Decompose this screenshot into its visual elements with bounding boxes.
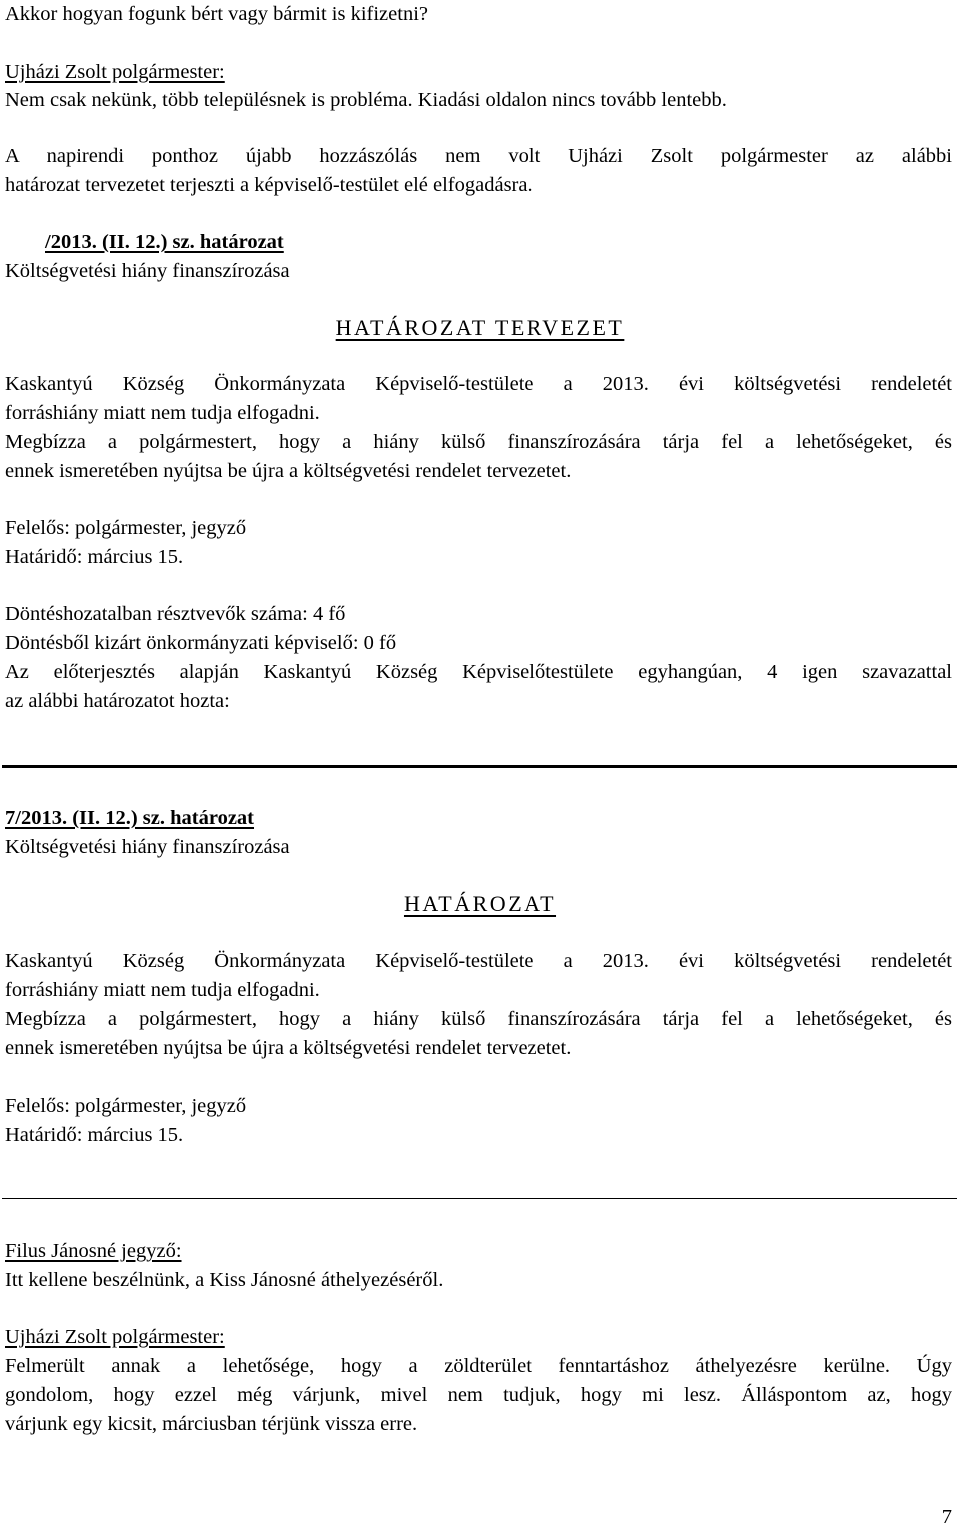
vote-result: Az előterjesztés alapján Kaskantyú Község Képviselőtestülete egyhangúan, 4 igen szavazattal [5, 661, 952, 683]
resolution-responsible: Felelős: polgármester, jegyző [5, 1095, 247, 1117]
text-line: Akkor hogyan fogunk bért vagy bármit is kifizetni? [5, 3, 428, 25]
draft-responsible: Felelős: polgármester, jegyző [5, 517, 247, 539]
page-number: 7 [941, 1506, 952, 1528]
resolution-subject: Költségvetési hiány finanszírozása [5, 836, 290, 858]
draft-paragraph: forráshiány miatt nem tudja elfogadni. [5, 402, 320, 424]
draft-heading: HATÁROZAT TERVEZET [335, 315, 625, 340]
divider [2, 1198, 957, 1199]
vote-participants: Döntéshozatalban résztvevők száma: 4 fő [5, 603, 346, 625]
vote-excluded: Döntésből kizárt önkormányzati képviselő: 0 fő [5, 632, 397, 654]
speaker-label: Filus Jánosné jegyző: [5, 1240, 182, 1262]
vote-result: az alábbi határozatot hozta: [5, 690, 230, 712]
text-line: Felmerült annak a lehetősége, hogy a zöldterület fenntartáshoz áthelyezésre kerülne. Úgy [5, 1355, 952, 1377]
text-line: Nem csak nekünk, több településnek is probléma. Kiadási oldalon nincs tovább lentebb. [5, 89, 727, 111]
resolution-paragraph: ennek ismeretében nyújtsa be újra a költségvetési rendelet tervezetet. [5, 1037, 572, 1059]
speaker-label: Ujházi Zsolt polgármester: [5, 61, 225, 83]
text-line: gondolom, hogy ezzel még várjunk, mivel nem tudjuk, hogy mi lesz. Álláspontom az, hogy [5, 1384, 952, 1406]
resolution-paragraph: forráshiány miatt nem tudja elfogadni. [5, 979, 320, 1001]
draft-paragraph: Kaskantyú Község Önkormányzata Képviselő-testülete a 2013. évi költségvetési rendeletét [5, 373, 952, 395]
resolution-heading: HATÁROZAT [403, 891, 557, 916]
text-line: Itt kellene beszélnünk, a Kiss Jánosné áthelyezéséről. [5, 1269, 444, 1291]
resolution-paragraph: Megbízza a polgármestert, hogy a hiány külső finanszírozására tárja fel a lehetőségeket, és [5, 1008, 952, 1030]
draft-paragraph: Megbízza a polgármestert, hogy a hiány külső finanszírozására tárja fel a lehetőségeket, és [5, 431, 952, 453]
draft-resolution-subject: Költségvetési hiány finanszírozása [5, 260, 290, 282]
divider [2, 765, 957, 768]
text-line: határozat tervezetet terjeszti a képviselő-testület elé elfogadásra. [5, 174, 533, 196]
resolution-number: 7/2013. (II. 12.) sz. határozat [5, 807, 255, 829]
speaker-label: Ujházi Zsolt polgármester: [5, 1326, 225, 1348]
text-line: A napirendi ponthoz újabb hozzászólás nem volt Ujházi Zsolt polgármester az alábbi [5, 145, 952, 167]
resolution-deadline: Határidő: március 15. [5, 1124, 184, 1146]
draft-paragraph: ennek ismeretében nyújtsa be újra a költségvetési rendelet tervezetet. [5, 460, 572, 482]
resolution-paragraph: Kaskantyú Község Önkormányzata Képviselő-testülete a 2013. évi költségvetési rendeletét [5, 950, 952, 972]
draft-deadline: Határidő: március 15. [5, 546, 184, 568]
draft-resolution-number: /2013. (II. 12.) sz. határozat [45, 231, 284, 253]
text-line: várjunk egy kicsit, márciusban térjünk vissza erre. [5, 1413, 418, 1435]
